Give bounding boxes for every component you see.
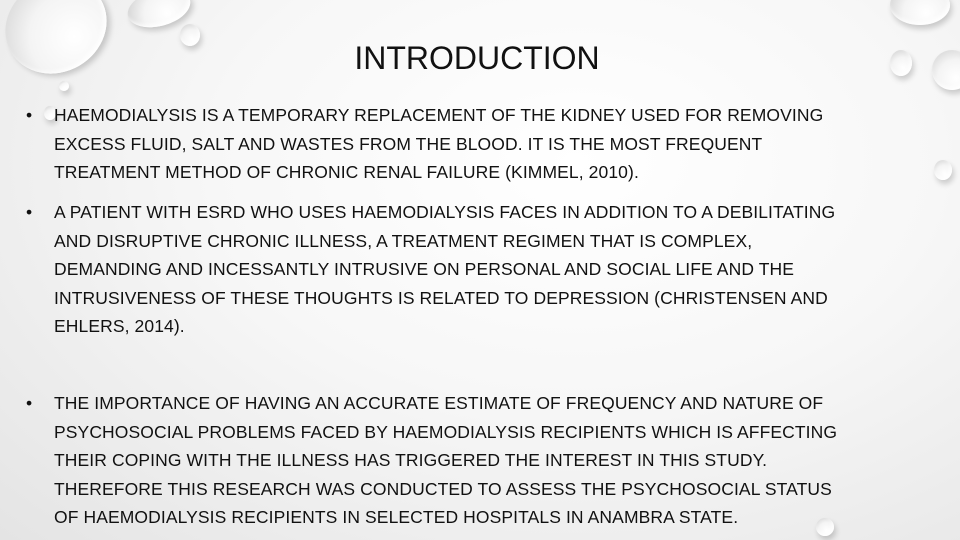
bullet-line: EHLERS, 2014). <box>54 316 185 336</box>
slide-title-text: INTRODUCTION <box>354 40 600 76</box>
bullet-icon: • <box>26 202 33 222</box>
bullet-item <box>26 198 946 341</box>
bullet-line: OF HAEMODIALYSIS RECIPIENTS IN SELECTED HOSPITALS IN ANAMBRA STATE. <box>54 507 739 527</box>
bullet-line: INTRUSIVENESS OF THESE THOUGHTS IS RELATED TO DEPRESSION (CHRISTENSEN AND <box>54 287 828 308</box>
water-drop-decoration <box>59 81 69 91</box>
bullet-line: TREATMENT METHOD OF CHRONIC RENAL FAILURE (KIMMEL, 2010). <box>54 162 639 182</box>
bullet-line: DEMANDING AND INCESSANTLY INTRUSIVE ON PERSONAL AND SOCIAL LIFE AND THE <box>54 259 794 279</box>
bullet-line: THEREFORE THIS RESEARCH WAS CONDUCTED TO ASSESS THE PSYCHOSOCIAL STATUS <box>54 478 832 499</box>
bullet-line: AND DISRUPTIVE CHRONIC ILLNESS, A TREATMENT REGIMEN THAT IS COMPLEX, <box>54 230 753 251</box>
bullet-line: PSYCHOSOCIAL PROBLEMS FACED BY HAEMODIALYSIS RECIPIENTS WHICH IS AFFECTING <box>54 421 838 442</box>
slide-title <box>0 40 960 77</box>
bullet-icon: • <box>26 105 33 125</box>
bullet-line: THE IMPORTANCE OF HAVING AN ACCURATE ESTIMATE OF FREQUENCY AND NATURE OF <box>54 393 824 413</box>
bullet-item <box>26 389 946 532</box>
bullet-line: THEIR COPING WITH THE ILLNESS HAS TRIGGERED THE INTEREST IN THIS STUDY. <box>54 450 768 470</box>
bullet-line: EXCESS FLUID, SALT AND WASTES FROM THE BLOOD. IT IS THE MOST FREQUENT <box>54 133 763 154</box>
bullet-line: HAEMODIALYSIS IS A TEMPORARY REPLACEMENT OF THE KIDNEY USED FOR REMOVING <box>54 105 824 125</box>
bullet-item <box>26 101 946 187</box>
bullet-icon: • <box>26 393 33 413</box>
water-drop-decoration <box>890 0 950 25</box>
bullet-line: A PATIENT WITH ESRD WHO USES HAEMODIALYSIS FACES IN ADDITION TO A DEBILITATING <box>54 202 836 222</box>
